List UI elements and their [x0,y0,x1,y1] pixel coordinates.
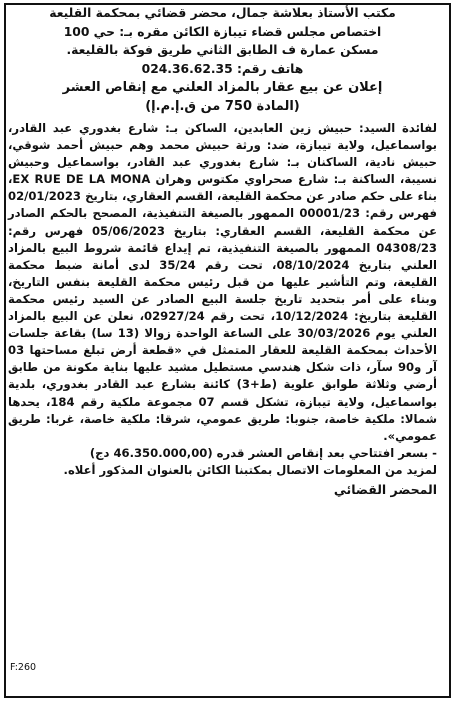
notice-body [8,120,437,445]
reference-number: F:260 [10,662,37,673]
header-line-3: مسكن عمارة ف الطابق الثاني طريق فوكة بالقليعة. [66,43,379,57]
body-paragraph: لفائدة السيد: حبيش زين العابدين، الساكن بـ: شارع بغدوري عبد القادر، بواسماعيل، ولاية تيبازة، ضد: ورثة حبيش محمد وهم حبيش أحمد شوقي، حبيش نادية، الساكنان بـ: شارع بغدوري عبد القادر، بواسماعيل وحبيش نسيبة، الساكنة بـ: شارع صحراوي مكتوس وهران EX RUE DE LA MONA، بناء على حكم صادر عن محكمة القليعة، القسم العقاري، بتاريخ 02/01/2023 فهرس رقم: 00001/23 الممهور بالصيغة التنفيذية، المصحح بالحكم الصادر عن محكمة القليعة، القسم العقاري: بتاريخ 05/06/2023 فهرس رقم: 04308/23 الممهور بالصيغة التنفيذية، تم إيداع قائمة شروط البيع بالمزاد العلني بتاريخ 08/10/2024، تحت رقم 35/24 لدى أمانة ضبط محكمة القليعة، وتم التأشير عليها من قبل رئيس محكمة القليعة بنفس التاريخ، وبناء على أمر بتحديد تاريخ جلسة البيع الصادر عن السيد رئيس محكمة القليعة بتاريخ: 10/12/2024، تحت رقم 02927/24، نعلن عن البيع بالمزاد العلني يوم 30/03/2026 على الساعة الواحدة زوالا (13 سا) بقاعة جلسات الأحداث بمحكمة القليعة للعقار المتمثل في «قطعة أرض تبلغ مساحتها 03 آر و90 سآر، ذات شكل هندسي مستطيل مشيد عليها بناية مكونة من طابق أرضي وثلاثة طوابق علوية (ط+3) كائنة بشارع عبد القادر بغدوري، بلدية بواسماعيل، ولاية تيبازة، تشكل قسم 07 مجموعة ملكية رقم 184، يحدها شمالا: ملكية خاصة، جنوبا: طريق عمومي، شرقا: ملكية خاصة، غربا: طريق عمومي». [8,121,438,443]
header-phone: هاتف رقم: 024.36.62.35 [141,61,304,76]
header-line-1: مكتب الأستاذ بعلاشة جمال، محضر قضائي بمحكمة القليعة [49,6,396,20]
legal-notice [8,4,437,499]
signature: المحضر القضائي [333,481,437,497]
opening-price: - بسعر افتتاحي بعد إنقاص العشر قدره (46.350.000,00 دج) [89,445,437,460]
contact-info: لمزيد من المعلومات الاتصال بمكتبنا الكائن بالعنوان المذكور أعلاه. [63,463,437,478]
notice-subtitle: (المادة 750 من ق.إ.م.إ) [145,99,300,114]
header-line-2: اختصاص مجلس قضاء تيبازة الكائن مقره بـ: حي 100 [63,24,382,39]
notice-title: إعلان عن بيع عقار بالمزاد العلني مع إنقاص العشر [62,80,383,95]
